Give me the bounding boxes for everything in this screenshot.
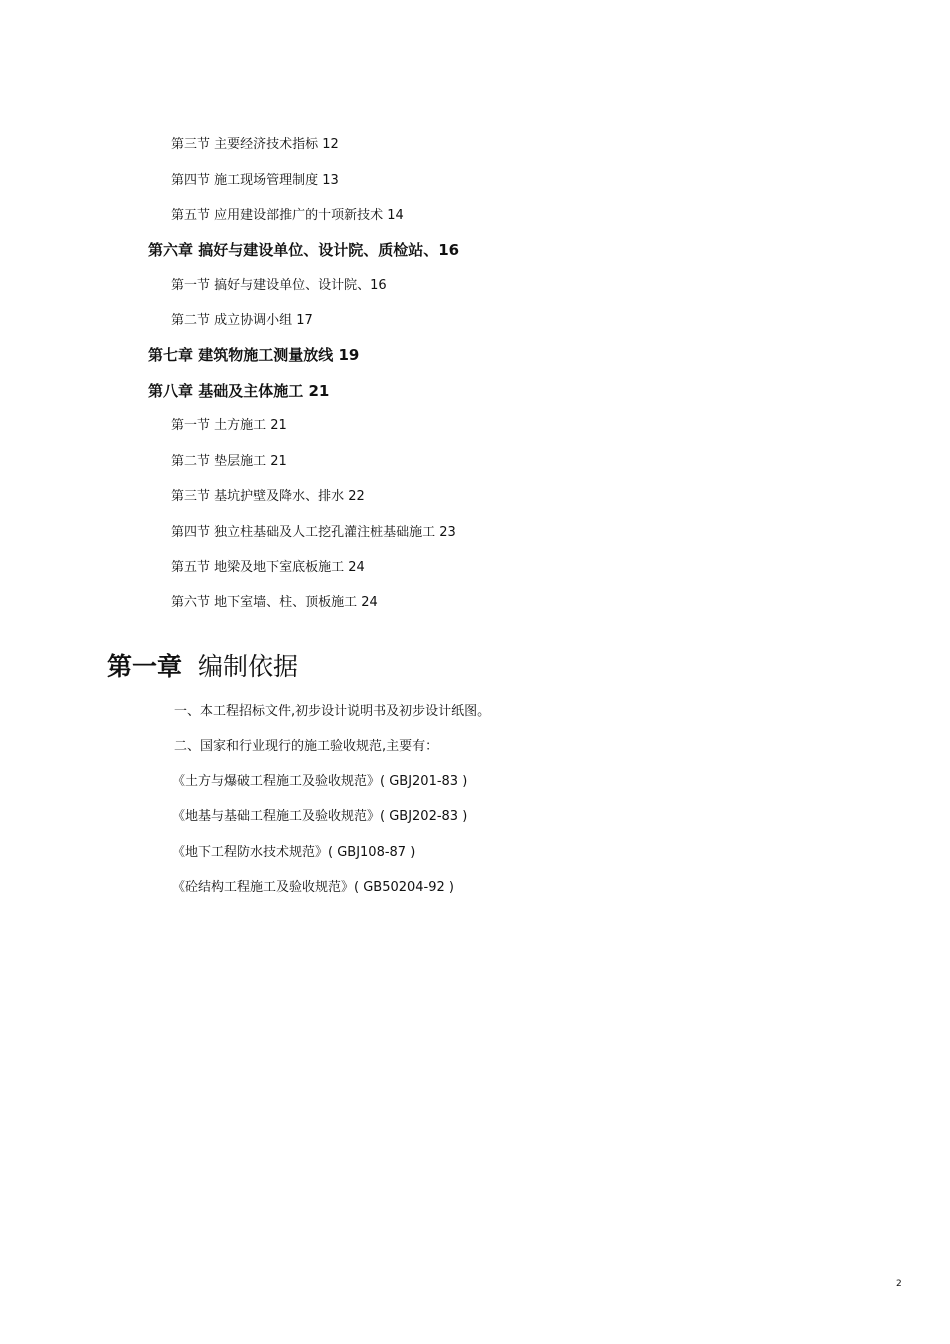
toc-section-entry[interactable]: 第五节 应用建设部推广的十项新技术 14 xyxy=(171,208,404,223)
toc-chapter-entry[interactable]: 第七章 建筑物施工测量放线 19 xyxy=(148,346,360,364)
body-paragraph: 一、本工程招标文件,初步设计说明书及初步设计纸图。 xyxy=(174,704,491,719)
chapter-heading xyxy=(107,650,298,684)
toc-section-entry[interactable]: 第三节 主要经济技术指标 12 xyxy=(171,137,339,152)
chapter-title: 编制依据 xyxy=(198,652,299,681)
toc-section-entry[interactable]: 第五节 地梁及地下室底板施工 24 xyxy=(171,560,365,575)
page-number: 2 xyxy=(896,1279,902,1289)
toc-section-entry[interactable]: 第三节 基坑护壁及降水、排水 22 xyxy=(171,489,365,504)
body-paragraph: 二、国家和行业现行的施工验收规范,主要有： xyxy=(174,739,439,754)
toc-section-entry[interactable]: 第一节 土方施工 21 xyxy=(171,418,287,433)
toc-chapter-entry[interactable]: 第六章 搞好与建设单位、设计院、质检站、16 xyxy=(148,241,460,259)
standard-reference: 《地下工程防水技术规范》( GBJ108-87 ) xyxy=(172,845,416,860)
toc-section-entry[interactable]: 第四节 独立柱基础及人工挖孔灌注桩基础施工 23 xyxy=(171,525,456,540)
toc-section-entry[interactable]: 第二节 垫层施工 21 xyxy=(171,454,287,469)
toc-section-entry[interactable]: 第一节 搞好与建设单位、设计院、16 xyxy=(171,278,387,293)
toc-section-entry[interactable]: 第六节 地下室墙、柱、顶板施工 24 xyxy=(171,595,378,610)
standard-reference: 《土方与爆破工程施工及验收规范》( GBJ201-83 ) xyxy=(172,774,468,789)
standard-reference: 《砼结构工程施工及验收规范》( GB50204-92 ) xyxy=(172,880,454,895)
toc-section-entry[interactable]: 第二节 成立协调小组 17 xyxy=(171,313,313,328)
chapter-number: 第一章 xyxy=(107,652,183,681)
toc-chapter-entry[interactable]: 第八章 基础及主体施工 21 xyxy=(148,382,330,400)
standard-reference: 《地基与基础工程施工及验收规范》( GBJ202-83 ) xyxy=(172,809,468,824)
toc-section-entry[interactable]: 第四节 施工现场管理制度 13 xyxy=(171,173,339,188)
